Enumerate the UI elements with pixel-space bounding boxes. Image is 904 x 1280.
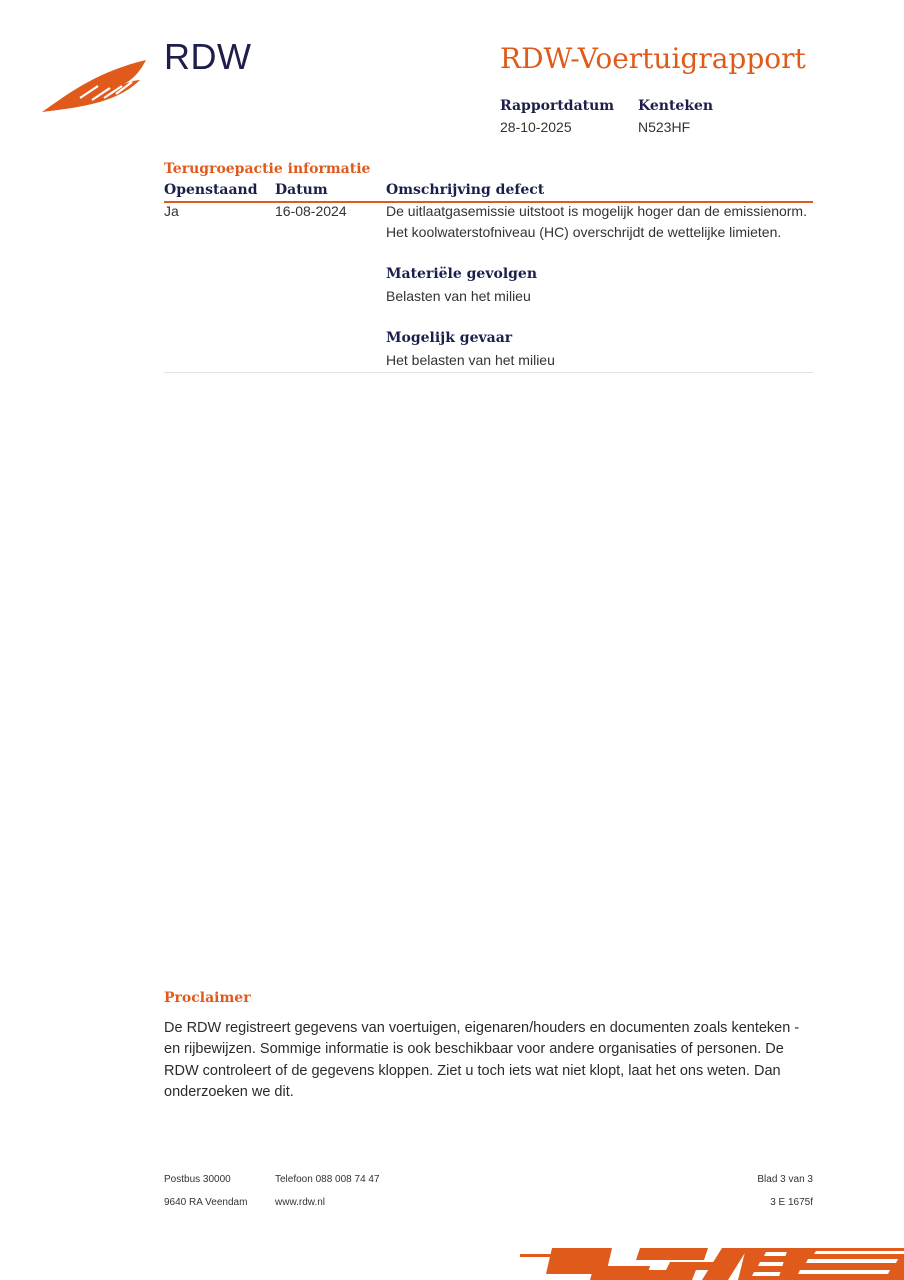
column-header-omschrijving: Omschrijving defect — [386, 182, 545, 198]
materiele-gevolgen-label: Materiële gevolgen — [386, 266, 538, 282]
recall-description-line-1: De uitlaatgasemissie uitstoot is mogelijk hoger dan de emissienorm. — [386, 203, 807, 219]
rdw-feather-logo-icon — [40, 58, 150, 116]
recall-openstaand-value: Ja — [164, 203, 179, 219]
recall-datum-value: 16-08-2024 — [275, 203, 347, 219]
license-plate-value: N523HF — [638, 119, 691, 135]
materiele-gevolgen-value: Belasten van het milieu — [386, 288, 531, 304]
mogelijk-gevaar-label: Mogelijk gevaar — [386, 330, 513, 346]
proclaimer-text: De RDW registreert gegevens van voertuigen, eigenaren/houders en documenten zoals kenteken - en rijbewijzen. Sommige informatie is ook beschikbaar voor andere organisaties of personen. De RDW controleert of de gegevens kloppen. Ziet u toch iets wat niet klopt, laat het ons weten. Dan onderzoeken we dit. — [164, 1020, 800, 1100]
footer-page-number: Blad 3 van 3 — [757, 1174, 813, 1185]
footer-telefoon: Telefoon 088 008 74 47 — [275, 1174, 380, 1185]
column-header-openstaand: Openstaand — [164, 182, 258, 198]
footer-address: 9640 RA Veendam — [164, 1197, 248, 1208]
mogelijk-gevaar-value: Het belasten van het milieu — [386, 352, 555, 368]
logo-text: RDW — [164, 36, 252, 77]
column-header-datum: Datum — [275, 182, 328, 198]
report-date-value: 28-10-2025 — [500, 119, 572, 135]
license-plate-label: Kenteken — [638, 98, 714, 114]
recall-section-title: Terugroepactie informatie — [164, 161, 371, 177]
footer-website[interactable]: www.rdw.nl — [275, 1197, 326, 1208]
table-row-divider — [164, 372, 813, 373]
rdw-stripes-decoration-icon — [516, 1244, 904, 1280]
report-date-label: Rapportdatum — [500, 98, 615, 114]
footer-document-code: 3 E 1675f — [770, 1197, 813, 1208]
proclaimer-title: Proclaimer — [164, 990, 251, 1006]
footer-postbus: Postbus 30000 — [164, 1174, 231, 1185]
report-title: RDW-Voertuigrapport — [500, 42, 806, 75]
recall-description-line-2: Het koolwaterstofniveau (HC) overschrijdt de wettelijke limieten. — [386, 224, 782, 240]
